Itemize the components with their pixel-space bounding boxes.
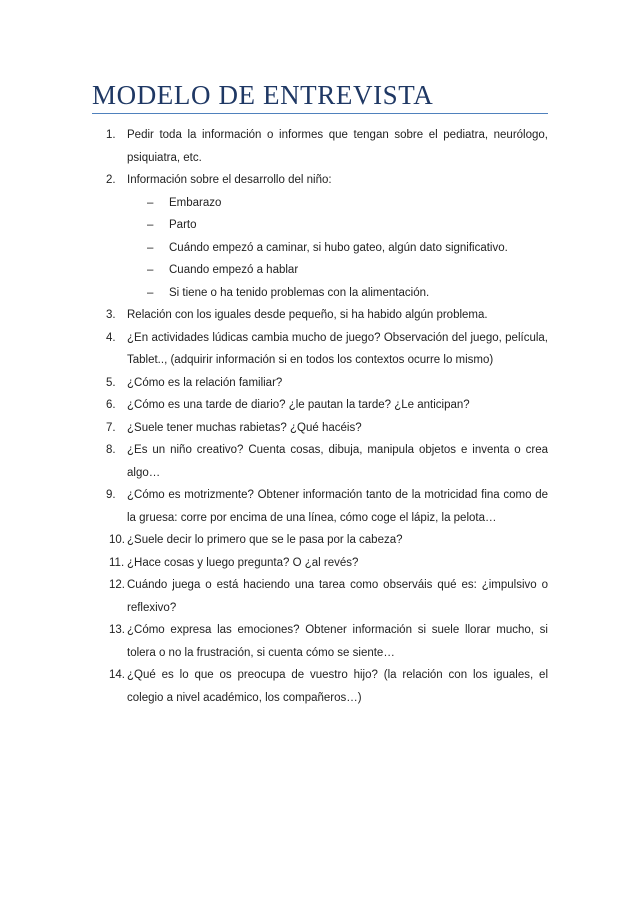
item-text: ¿Cómo es una tarde de diario? ¿le pautan la tarde? ¿Le anticipan? xyxy=(127,399,470,411)
sublist-item xyxy=(127,259,548,282)
development-sublist xyxy=(127,192,548,305)
item-text: ¿Cómo es motrizmente? Obtener información tanto de la motricidad fina como de la gruesa: corre por encima de una línea, cómo coge el lápiz, la pelota… xyxy=(127,489,548,524)
list-item xyxy=(92,619,548,664)
list-item xyxy=(92,394,548,417)
question-list xyxy=(92,124,548,709)
item-number: 14. xyxy=(109,669,125,681)
list-item xyxy=(92,327,548,372)
item-text: ¿En actividades lúdicas cambia mucho de juego? Observación del juego, película, Tablet.., (adquirir información si en todos los contextos ocurre lo mismo) xyxy=(127,331,548,366)
list-item xyxy=(92,484,548,529)
sublist-item-text: Parto xyxy=(169,219,197,231)
item-number: 3. xyxy=(106,309,116,321)
sublist-item xyxy=(127,192,548,215)
item-number: 4. xyxy=(106,331,116,344)
item-number: 8. xyxy=(106,444,116,456)
item-text: Pedir toda la información o informes que tengan sobre el pediatra, neurólogo, psiquiatra, etc. xyxy=(127,129,548,164)
sublist-item xyxy=(127,237,548,260)
document-title: MODELO DE ENTREVISTA xyxy=(92,80,434,110)
list-item xyxy=(92,664,548,709)
list-item xyxy=(92,124,548,169)
dash-bullet: – xyxy=(147,196,154,209)
item-text: ¿Cómo es la relación familiar? xyxy=(127,376,283,389)
sublist-item xyxy=(127,214,548,237)
item-number: 6. xyxy=(106,399,116,411)
item-number: 11. xyxy=(109,556,125,569)
list-item xyxy=(92,417,548,440)
item-text: ¿Suele tener muchas rabietas? ¿Qué hacéis? xyxy=(127,421,362,434)
item-number: 5. xyxy=(106,376,116,389)
sublist-item-text: Si tiene o ha tenido problemas con la alimentación. xyxy=(169,286,430,299)
list-item xyxy=(92,304,548,327)
dash-bullet: – xyxy=(147,219,154,231)
title-underline xyxy=(92,113,548,114)
item-number: 7. xyxy=(106,421,116,434)
list-item xyxy=(92,372,548,395)
item-number: 10. xyxy=(109,534,125,546)
list-item xyxy=(92,529,548,552)
item-text: ¿Cómo expresa las emociones? Obtener información si suele llorar mucho, si tolera o no la frustración, si cuenta cómo se siente… xyxy=(127,624,548,659)
item-text: Relación con los iguales desde pequeño, si ha habido algún problema. xyxy=(127,309,488,321)
item-text: ¿Es un niño creativo? Cuenta cosas, dibuja, manipula objetos e inventa o crea algo… xyxy=(127,444,548,479)
dash-bullet: – xyxy=(147,286,154,299)
item-number: 2. xyxy=(106,174,116,186)
list-item xyxy=(92,439,548,484)
item-text: Cuándo juega o está haciendo una tarea como observáis qué es: ¿impulsivo o reflexivo? xyxy=(127,579,548,614)
item-number: 9. xyxy=(106,489,116,501)
dash-bullet: – xyxy=(147,264,154,276)
sublist-item-text: Cuando empezó a hablar xyxy=(169,264,299,276)
sublist-item xyxy=(127,282,548,305)
item-number: 12. xyxy=(109,579,125,591)
sublist-item-text: Embarazo xyxy=(169,196,222,209)
item-text: ¿Hace cosas y luego pregunta? O ¿al revés? xyxy=(127,556,359,569)
item-text: ¿Suele decir lo primero que se le pasa por la cabeza? xyxy=(127,534,403,546)
item-number: 1. xyxy=(106,129,116,141)
item-text: ¿Qué es lo que os preocupa de vuestro hijo? (la relación con los iguales, el colegio a nivel académico, los compañeros…) xyxy=(127,669,548,704)
item-text: Información sobre el desarrollo del niño: xyxy=(127,174,332,186)
list-item xyxy=(92,169,548,304)
dash-bullet: – xyxy=(147,241,154,254)
list-item xyxy=(92,552,548,575)
item-number: 13. xyxy=(109,624,125,636)
list-item xyxy=(92,574,548,619)
sublist-item-text: Cuándo empezó a caminar, si hubo gateo, algún dato significativo. xyxy=(169,241,508,254)
